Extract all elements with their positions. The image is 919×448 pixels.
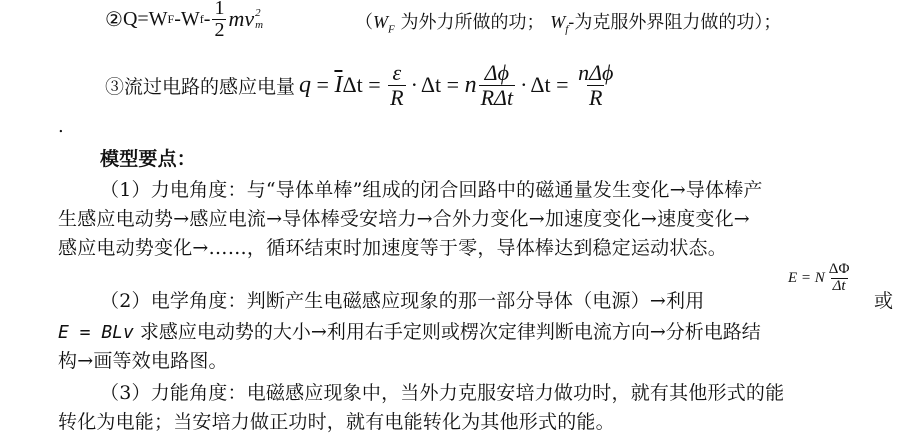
para2-line2 <box>58 317 761 344</box>
emf-num: ΔΦ <box>828 261 850 277</box>
formula-3-eq1: = <box>311 72 335 97</box>
formula-3-n: n <box>464 71 477 98</box>
formula-3-ibar: $\overline{I}$ <box>334 71 343 98</box>
formula-2-expr: Q=W <box>122 7 168 30</box>
formula-2-half <box>212 0 226 41</box>
blv-formula: E = BLv <box>58 322 134 343</box>
formula-2-label: ② <box>105 8 123 31</box>
formula-2-sub-f2: f <box>199 11 204 26</box>
formula-3-q: q <box>299 71 312 98</box>
formula-2-sub-f: F <box>167 11 175 26</box>
para1-line2: 生感应电动势→感应电流→导体棒受安培力→合外力变化→加速度变化→速度变化→ <box>58 208 750 230</box>
emf-frac <box>827 262 852 295</box>
formula-3-dot1: · <box>410 72 418 97</box>
note-wf-sub: F <box>388 23 395 36</box>
formula-3-frac-ndphi <box>576 61 615 108</box>
formula-3-frac-eps-r <box>388 61 405 108</box>
formula-3-dt3: Δt <box>530 72 551 97</box>
para2-line2-rest: 求感应电动势的大小→利用右手定则或楞次定律判断电流方向→分析电路结 <box>133 321 761 343</box>
para2-line1: （2）电学角度：判断产生电磁感应现象的那一部分导体（电源）→利用 <box>100 290 705 312</box>
formula-2 <box>105 0 263 42</box>
note-text1: 为外力所做的功； <box>394 12 551 33</box>
para1-line3: 感应电动势变化→……，循环结束时加速度等于零，导体棒达到稳定运动状态。 <box>58 237 727 259</box>
formula-2-half-num: 1 <box>214 0 225 19</box>
frac-eps-num: ε <box>392 60 402 86</box>
formula-2-sub-m: m <box>255 19 264 31</box>
formula-3-dt2: Δt <box>420 72 442 97</box>
formula-3-eq3: = <box>441 72 465 97</box>
note-wf2: W <box>550 12 566 32</box>
frac-eps-den: R <box>390 84 404 110</box>
frac-ndphi-den: R <box>589 84 603 110</box>
formula-2-sup: 2 <box>255 6 261 19</box>
formula-3-dt: Δt <box>342 72 363 97</box>
para1-line1: （1）力电角度：与“导体单棒”组成的闭合回路中的磁通量发生变化→导体棒产 <box>100 179 763 201</box>
formula-2-half-den: 2 <box>214 18 225 41</box>
section-heading: 模型要点： <box>100 148 197 170</box>
formula-2-minus2: - <box>203 7 211 30</box>
para3-line1: （3）力能角度：电磁感应现象中，当外力克服安培力做功时，就有其他形式的能 <box>100 382 785 404</box>
formula-3-dot2: · <box>520 72 528 97</box>
frac-dphi-den: RΔt <box>480 84 514 110</box>
formula-3-eq4: = <box>550 72 575 97</box>
formula-2-note <box>355 8 781 36</box>
note-open: （ <box>355 12 373 33</box>
frac-dphi-num: Δϕ <box>484 60 509 86</box>
para2-line3: 构→画等效电路图。 <box>58 350 228 372</box>
note-wf: W <box>373 12 388 32</box>
formula-3-label: ③流过电路的感应电量 <box>105 75 296 98</box>
formula-2-mv: mv <box>228 6 255 31</box>
formula-2-minus: -W <box>174 7 200 30</box>
formula-3-frac-dphi <box>479 61 515 108</box>
note-wf2-sub: f <box>565 23 569 36</box>
note-text2: -为克服外界阻力做的功）； <box>568 12 782 33</box>
stray-dot-mark: . <box>58 116 64 137</box>
formula-3-eq2: = <box>362 72 387 97</box>
emf-den: Δt <box>832 277 846 294</box>
emf-lhs: E = N <box>788 269 825 286</box>
frac-ndphi-num: nΔϕ <box>578 60 614 86</box>
para3-line2: 转化为电能；当安培力做正功时，就有电能转化为其他形式的能。 <box>58 411 615 433</box>
para2-emf-formula <box>788 262 853 295</box>
formula-3 <box>105 52 617 118</box>
para2-or: 或 <box>874 290 894 312</box>
